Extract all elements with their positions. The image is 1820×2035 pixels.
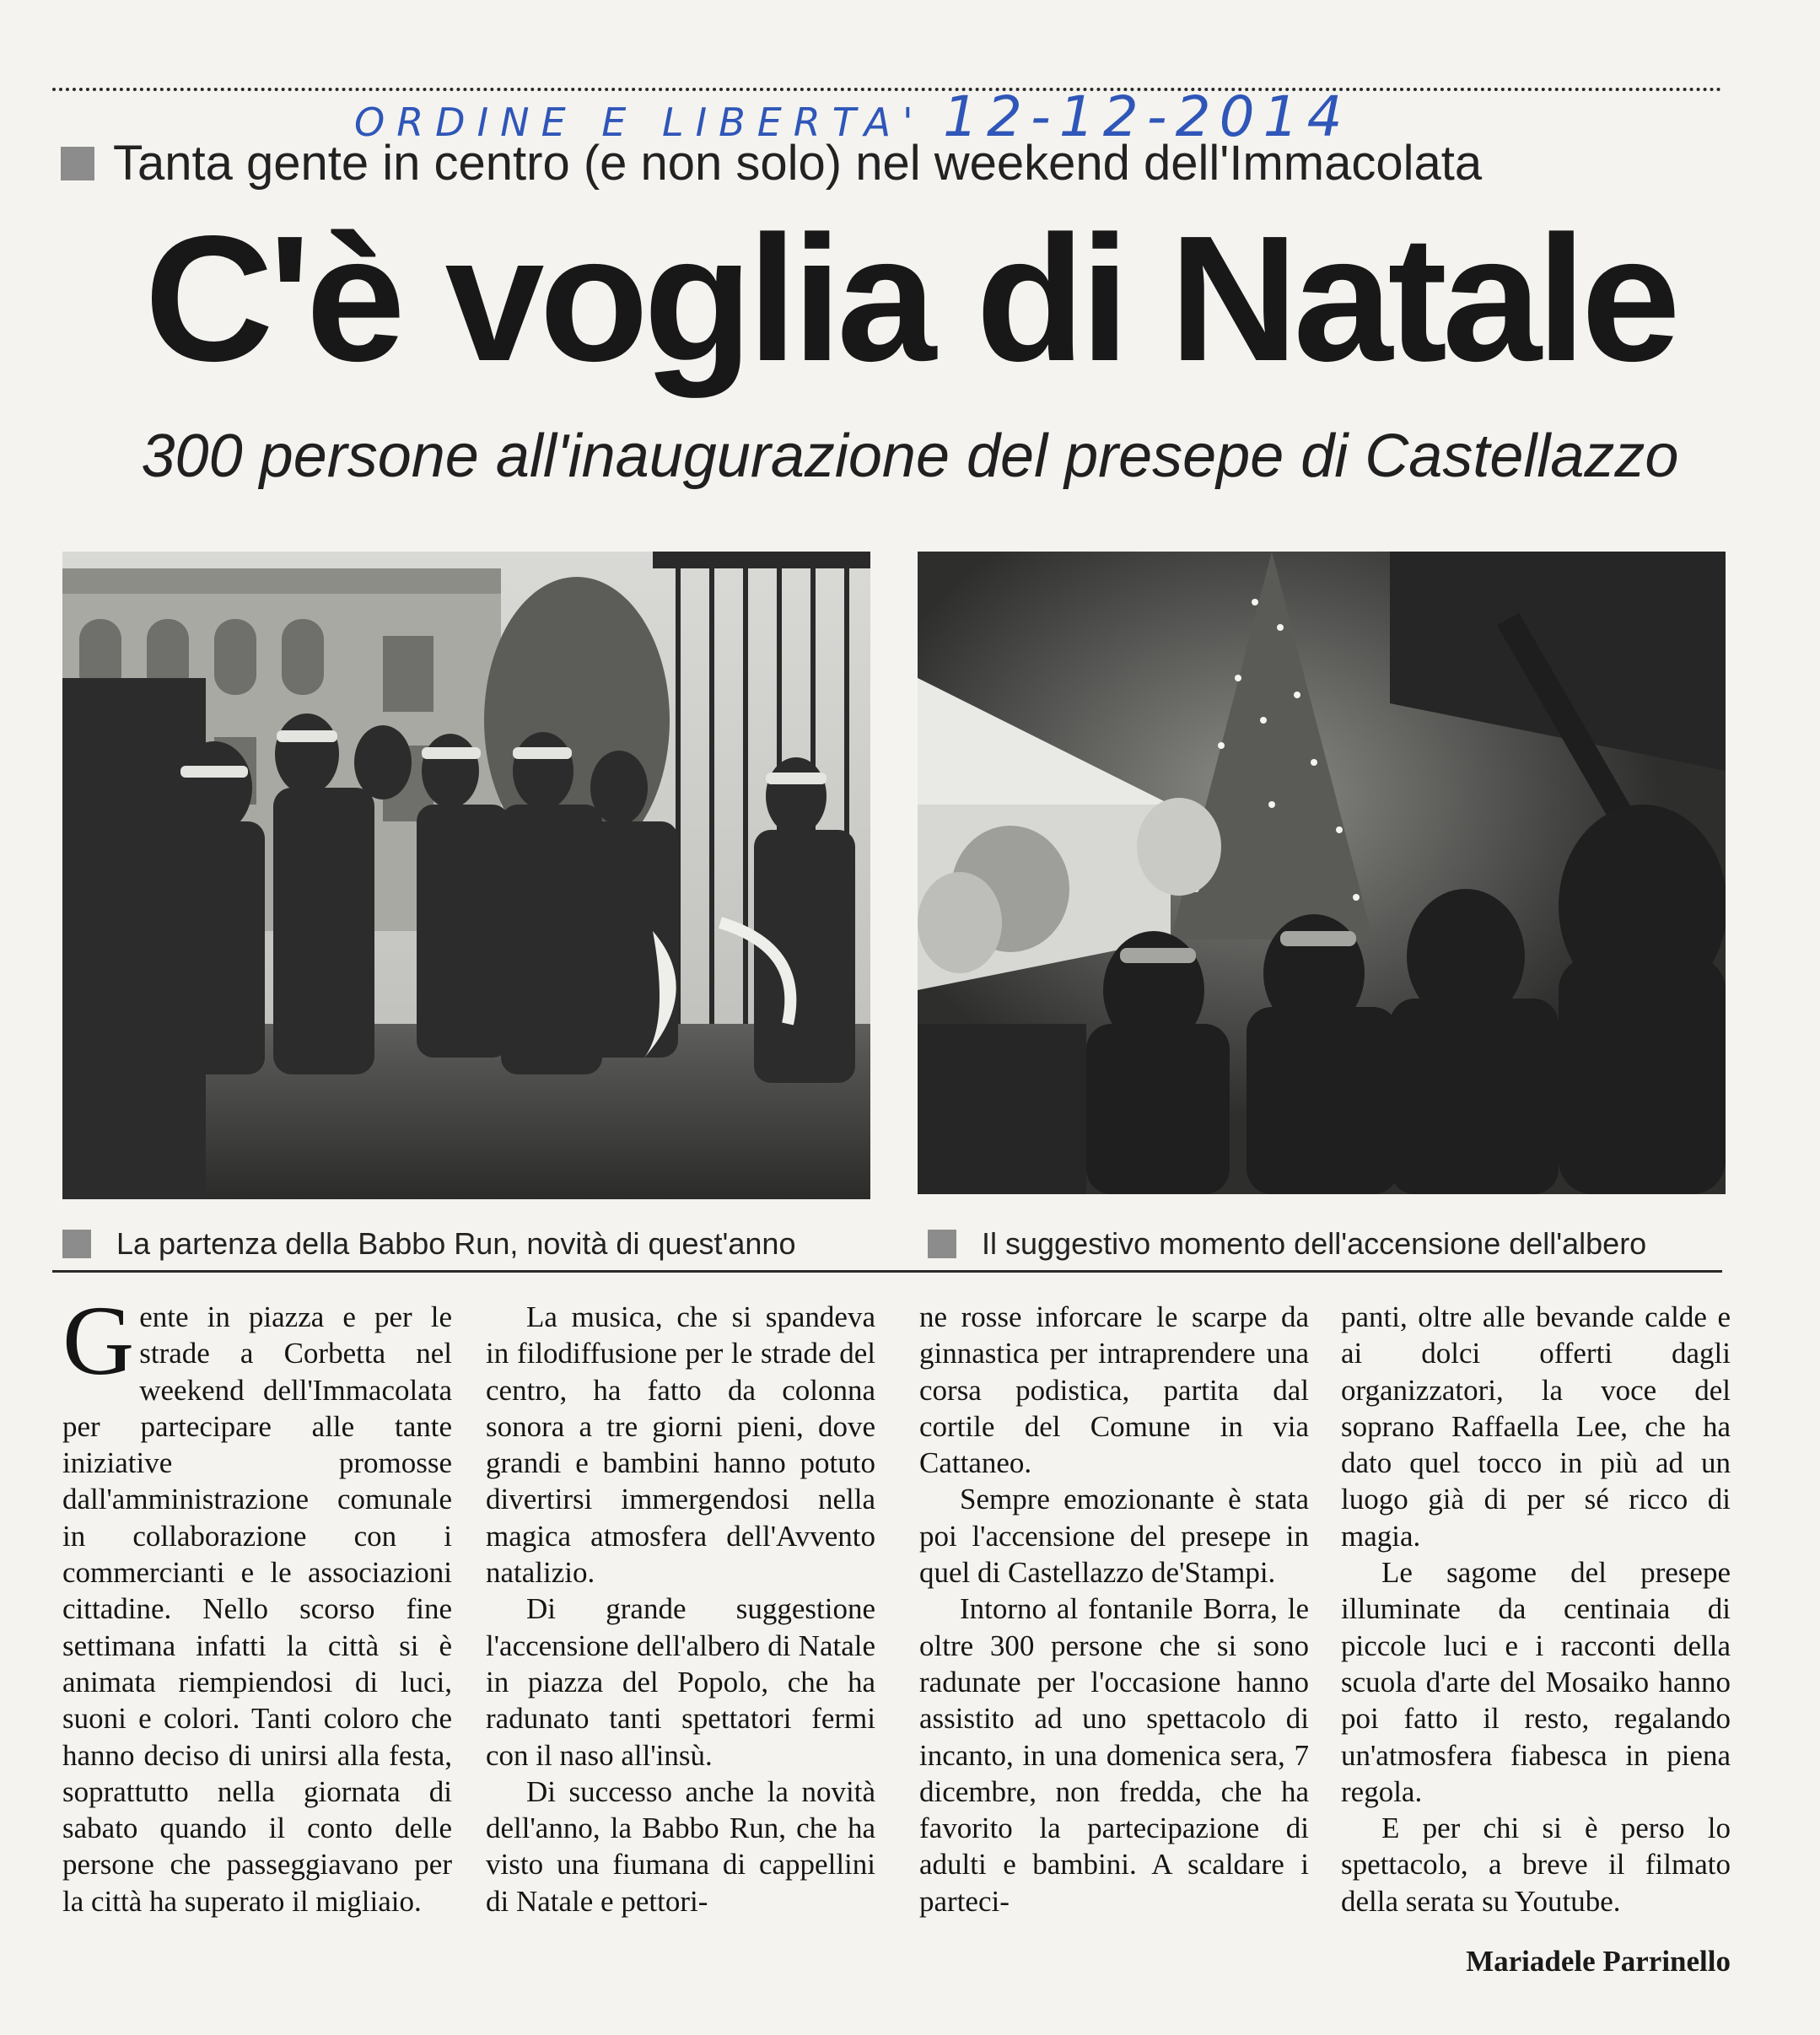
article-column-2 bbox=[486, 1299, 875, 1919]
author-signature: Mariadele Parrinello bbox=[1466, 1945, 1731, 1978]
article-column-3 bbox=[919, 1299, 1309, 1919]
paragraph bbox=[62, 1285, 452, 1919]
paragraph: Di successo anche la novità dell'anno, la Babbo Run, che ha visto una fiumana di cappellini di Natale e pettori- bbox=[486, 1774, 875, 1918]
paragraph-text: ente in piazza e per le strade a Corbetta nel weekend dell'Immacolata per partecipare alle tante iniziative promosse dall'amministrazione comunale in collaborazione con i commercianti e le associazioni cittadine. Nello scorso fine settimana infatti la città si è animata riempiendosi di luci, suoni e colori. Tanti coloro che hanno deciso di unirsi alla festa, soprattutto nella giornata di sabato quando il conto delle persone che passeggiavano per la città ha superato il migliaio. bbox=[62, 1300, 452, 1918]
paragraph: Sempre emozionante è stata poi l'accensione del presepe in quel di Castellazzo de'Stampi. bbox=[919, 1483, 1309, 1590]
kicker bbox=[61, 135, 1482, 191]
caption-right-text: Il suggestivo momento dell'accensione dell'albero bbox=[982, 1226, 1647, 1261]
photo-babbo-run bbox=[62, 552, 870, 1199]
headline: C'è voglia di Natale bbox=[144, 198, 1676, 398]
article-top-rule bbox=[52, 1270, 1722, 1273]
paragraph: panti, oltre alle bevande calde e ai dolci offerti dagli organizzatori, la voce del soprano Raffaella Lee, che ha dato quel tocco in più ad un luogo già di per sé ricco di magia. bbox=[1341, 1300, 1731, 1553]
top-dotted-rule bbox=[52, 88, 1722, 91]
handwritten-source: ORDINE E LIBERTA' bbox=[354, 100, 925, 145]
paragraph: E per chi si è perso lo spettacolo, a breve il filmato della serata su Youtube. bbox=[1341, 1812, 1731, 1918]
caption-left bbox=[62, 1226, 795, 1262]
kicker-text: Tanta gente in centro (e non solo) nel weekend dell'Immacolata bbox=[113, 136, 1483, 191]
square-bullet-icon bbox=[61, 147, 94, 180]
handwritten-date: 12-12-2014 bbox=[943, 84, 1351, 149]
photo-tree-lighting-image bbox=[918, 552, 1726, 1194]
caption-right bbox=[928, 1226, 1646, 1262]
square-bullet-icon bbox=[928, 1230, 956, 1258]
subheadline: 300 persone all'inaugurazione del presepe di Castellazzo bbox=[141, 423, 1679, 490]
caption-left-text: La partenza della Babbo Run, novità di quest'anno bbox=[116, 1226, 796, 1261]
article-column-1 bbox=[62, 1285, 452, 1919]
paragraph: Le sagome del presepe illuminate da centinaia di piccole luci e i racconti della scuola d'arte del Mosaiko hanno poi fatto il resto, regalando un'atmosfera fiabesca in piena regola. bbox=[1341, 1556, 1731, 1808]
drop-cap: G bbox=[62, 1285, 135, 1396]
paragraph: La musica, che si spandeva in filodiffusione per le strade del centro, ha fatto da colonna sonora a tre giorni pieni, dove grandi e bambini hanno potuto divertirsi immergendosi nella magica atmosfera dell'Avvento natalizio. bbox=[486, 1300, 875, 1590]
article-column-4 bbox=[1341, 1299, 1731, 1919]
paragraph: ne rosse inforcare le scarpe da ginnastica per intraprendere una corsa podistica, partita dal cortile del Comune in via Cattaneo. bbox=[919, 1300, 1309, 1480]
photo-babbo-run-image bbox=[62, 552, 870, 1199]
photo-tree-lighting bbox=[918, 552, 1726, 1194]
paragraph: Di grande suggestione l'accensione dell'albero di Natale in piazza del Popolo, che ha radunato tanti spettatori fermi con il naso all'insù. bbox=[486, 1592, 875, 1772]
paragraph: Intorno al fontanile Borra, le oltre 300 persone che si sono radunate per l'occasione hanno assistito ad uno spettacolo di incanto, in una domenica sera, 7 dicembre, non fredda, che ha favorito la partecipazione di adulti e bambini. A scaldare i parteci- bbox=[919, 1592, 1309, 1918]
square-bullet-icon bbox=[62, 1230, 91, 1258]
